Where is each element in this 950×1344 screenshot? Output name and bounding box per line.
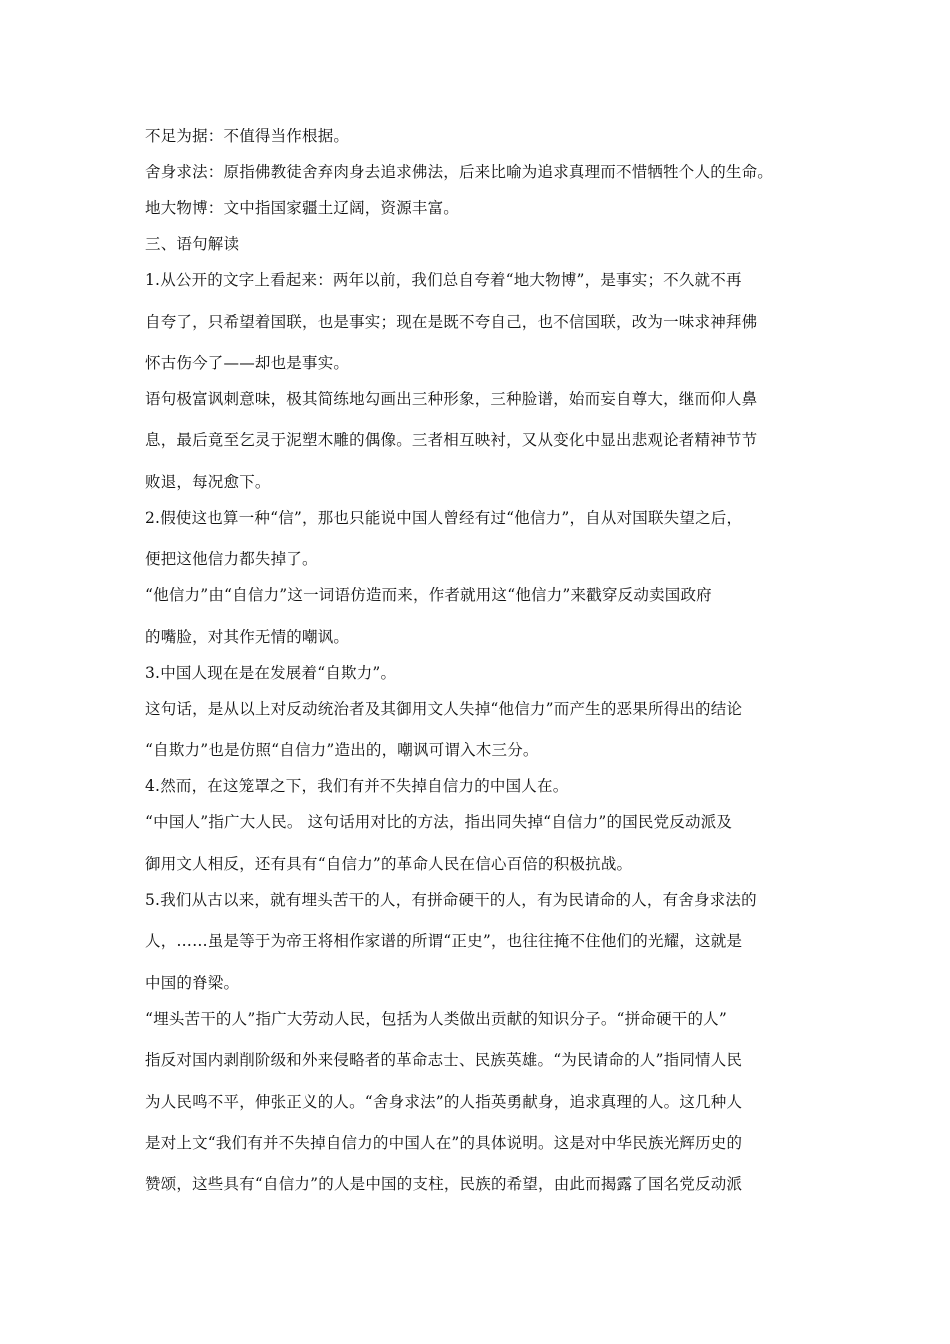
text-line: 是对上文“我们有并不失掉自信力的中国人在”的具体说明。这是对中华民族光辉历史的 bbox=[145, 1134, 743, 1152]
text-line: 为人民鸣不平，伸张正义的人。“舍身求法”的人指英勇献身，追求真理的人。这几种人 bbox=[145, 1093, 743, 1111]
text-line: 2.假使这也算一种“信”，那也只能说中国人曾经有过“他信力”，自从对国联失望之后， bbox=[145, 509, 743, 527]
text-line: “他信力”由“自信力”这一词语仿造而来，作者就用这“他信力”来戳穿反动卖国政府 bbox=[145, 586, 712, 604]
text-line: “中国人”指广大人民。 这句话用对比的方法，指出同失掉“自信力”的国民党反动派及 bbox=[145, 813, 733, 831]
text-line: 这句话，是从以上对反动统治者及其御用文人失掉“他信力”而产生的恶果所得出的结论 bbox=[145, 700, 743, 718]
text-line: “埋头苦干的人”指广大劳动人民，包括为人类做出贡献的知识分子。“拼命硬干的人” bbox=[145, 1010, 727, 1028]
text-line: 人，……虽是等于为帝王将相作家谱的所谓“正史”，也往往掩不住他们的光耀，这就是 bbox=[145, 932, 743, 950]
text-line: 1.从公开的文字上看起来：两年以前，我们总自夸着“地大物博”，是事实；不久就不再 bbox=[145, 271, 742, 289]
text-line: 便把这他信力都失掉了。 bbox=[145, 550, 318, 568]
text-line: 舍身求法：原指佛教徒舍弃肉身去追求佛法，后来比喻为追求真理而不惜牺牲个人的生命。 bbox=[145, 163, 774, 181]
text-line: 赞颂，这些具有“自信力”的人是中国的支柱，民族的希望，由此而揭露了国名党反动派 bbox=[145, 1175, 743, 1193]
text-line: 指反对国内剥削阶级和外来侵略者的革命志士、民族英雄。“为民请命的人”指同情人民 bbox=[145, 1051, 743, 1069]
text-line: 的嘴脸，对其作无情的嘲讽。 bbox=[145, 628, 350, 646]
section-heading: 三、语句解读 bbox=[145, 235, 240, 253]
text-line: 自夸了，只希望着国联，也是事实；现在是既不夸自己，也不信国联，改为一味求神拜佛 bbox=[145, 313, 758, 331]
text-line: 4.然而，在这笼罩之下，我们有并不失掉自信力的中国人在。 bbox=[145, 777, 569, 795]
text-line: 败退，每况愈下。 bbox=[145, 473, 271, 491]
text-line: 御用文人相反，还有具有“自信力”的革命人民在信心百倍的积极抗战。 bbox=[145, 855, 633, 873]
text-line: 3.中国人现在是在发展着“自欺力”。 bbox=[145, 664, 397, 682]
text-line: 息，最后竟至乞灵于泥塑木雕的偶像。三者相互映衬，又从变化中显出悲观论者精神节节 bbox=[145, 431, 758, 449]
text-line: 不足为据：不值得当作根据。 bbox=[145, 127, 350, 145]
text-line: 地大物博：文中指国家疆土辽阔，资源丰富。 bbox=[145, 199, 460, 217]
text-line: 怀古伤今了——却也是事实。 bbox=[145, 354, 350, 372]
text-line: “自欺力”也是仿照“自信力”造出的，嘲讽可谓入木三分。 bbox=[145, 741, 539, 759]
text-line: 语句极富讽刺意味，极其简练地勾画出三种形象，三种脸谱，始而妄自尊大，继而仰人鼻 bbox=[145, 390, 758, 408]
text-line: 中国的脊梁。 bbox=[145, 974, 240, 992]
text-line: 5.我们从古以来，就有埋头苦干的人，有拼命硬干的人，有为民请命的人，有舍身求法的 bbox=[145, 891, 757, 909]
